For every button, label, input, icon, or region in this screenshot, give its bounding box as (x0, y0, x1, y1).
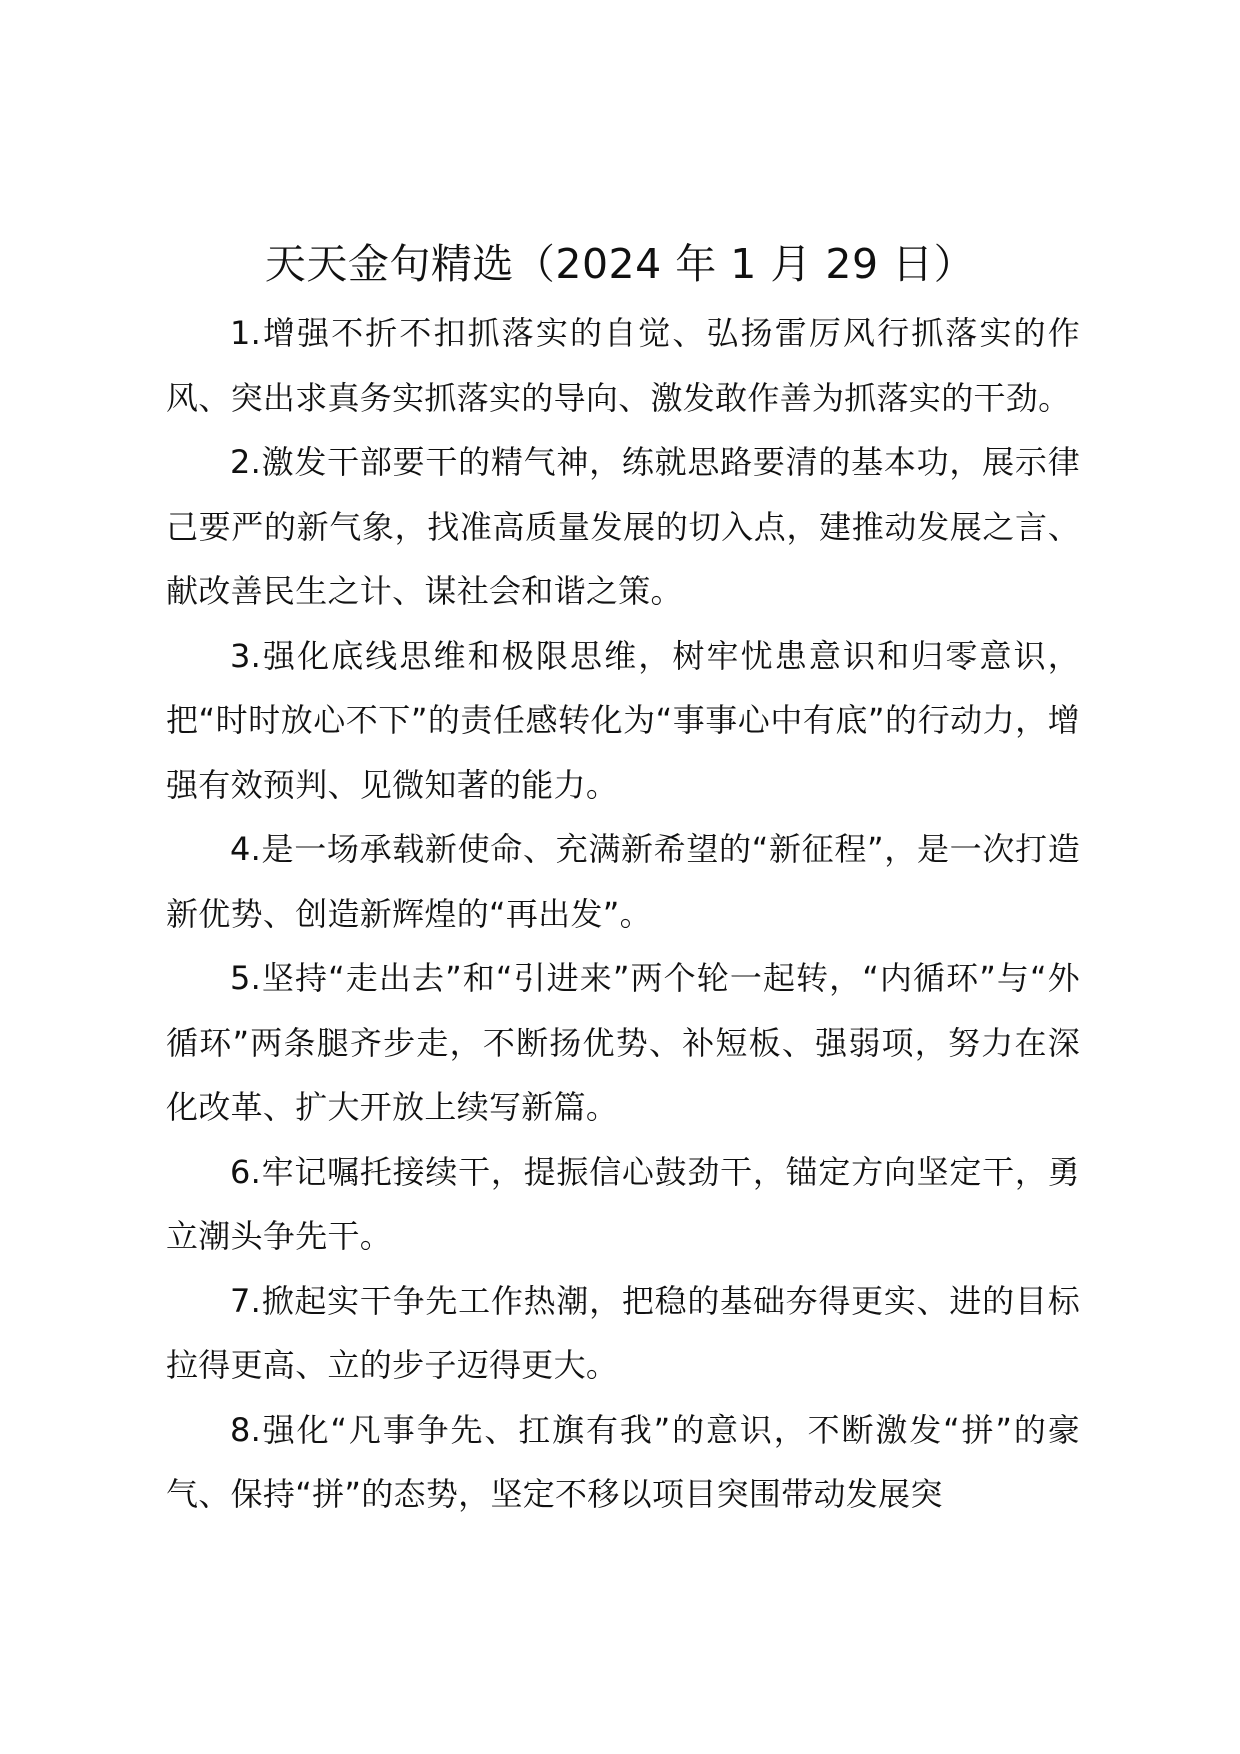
paragraph-7: 7.掀起实干争先工作热潮，把稳的基础夯得更实、进的目标拉得更高、立的步子迈得更大。 (166, 1281, 1080, 1384)
paragraph-4: 4.是一场承载新使命、充满新希望的“新征程”，是一次打造新优势、创造新辉煌的“再出发”。 (166, 830, 1080, 933)
page-title: 天天金句精选（2024 年 1 月 29 日） (264, 240, 976, 288)
paragraph-1: 1.增强不折不扣抓落实的自觉、弘扬雷厉风行抓落实的作风、突出求真务实抓落实的导向、激发敢作善为抓落实的干劲。 (166, 314, 1080, 417)
paragraph-2: 2.激发干部要干的精气神，练就思路要清的基本功，展示律己要严的新气象，找准高质量发展的切入点，建推动发展之言、献改善民生之计、谋社会和谐之策。 (166, 443, 1080, 610)
document-body (166, 301, 1080, 1527)
paragraph-3: 3.强化底线思维和极限思维，树牢忧患意识和归零意识，把“时时放心不下”的责任感转化为“事事心中有底”的行动力，增强有效预判、见微知著的能力。 (166, 636, 1080, 804)
paragraph-8: 8.强化“凡事争先、扛旗有我”的意识，不断激发“拼”的豪气、保持“拼”的态势，坚定不移以项目突围带动发展突 (166, 1410, 1080, 1513)
paragraph-5: 5.坚持“走出去”和“引进来”两个轮一起转，“内循环”与“外循环”两条腿齐步走，不断扬优势、补短板、强弱项，努力在深化改革、扩大开放上续写新篇。 (166, 959, 1080, 1126)
paragraph-6: 6.牢记嘱托接续干，提振信心鼓劲干，锚定方向坚定干，勇立潮头争先干。 (166, 1152, 1080, 1255)
